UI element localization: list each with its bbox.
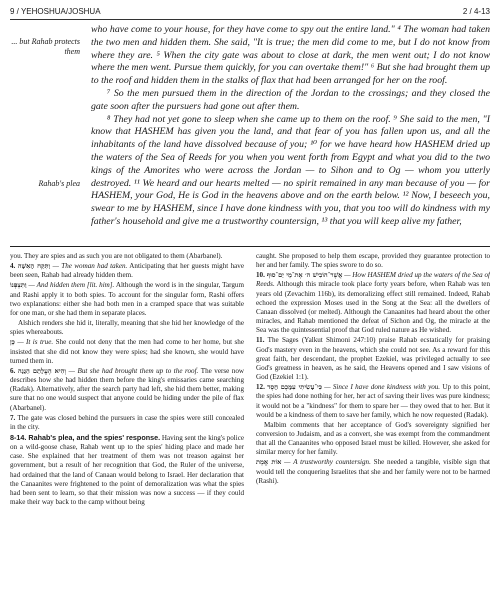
verse-number: 12.	[256, 383, 265, 392]
commentary-text: Although the word is in the singular, Targum and Rashi apply it to both spies. To account for the singular form, Rashi offers two explanations: either she had both men in a cramped space that was suitable for one man, or she had them in separate places.	[10, 281, 244, 317]
commentary-paragraph	[256, 271, 490, 335]
header-rule	[10, 19, 490, 20]
lemma-translation: — And hidden them [lit. him].	[28, 281, 115, 290]
commentary-text: Having sent the king's police on a wild-goose chase, Rahab went up to the spies' hiding place and made her case. She explained that her treatment of them was not treason against her government, but a result of her recognition that God, the Ruler of the universe, had ordained that the land of Canaan would belong to Israel. Her declaration that the Canaanites were frightened to the point of demoralization was what the spies had been sent to learn, so that their mission was now a success — if they could make their way back to the camp without being	[10, 433, 244, 507]
commentary-paragraph	[10, 433, 244, 507]
section-heading: 8-14. Rahab's plea, and the spies' response.	[10, 432, 161, 442]
commentary-paragraph: caught. She proposed to help them escape, provided they guarantee protection to her and her family. The spies swore to do so.	[256, 252, 490, 270]
commentary-paragraph	[256, 421, 490, 458]
commentary-text: She needed a tangible, visible sign that would tell the conquering Israelites that she and her family were not to be harmed (Rashi).	[256, 458, 490, 485]
header-book-title: 9 / YEHOSHUA/JOSHUA	[10, 7, 101, 16]
commentary-paragraph	[256, 458, 490, 485]
commentary-text: The verse now describes how she had hidden them before the king's emissaries came searching (Radak). Alternatively, after the search party had left, she hid them better, making sure that no one would suspect that anyone could be hiding under the pile of flax (Abarbanel).	[10, 366, 244, 412]
lemma-translation: — Since I have done kindness with you.	[324, 383, 441, 392]
commentary-paragraph	[10, 262, 244, 280]
commentary-paragraph: you. They are spies and as such you are not obligated to them (Abarbanel).	[10, 252, 223, 260]
hebrew-lemma: כִּי־עָשִׂיתִי עִמָּכֶם חָסֶד	[267, 383, 322, 392]
commentary-text: The Sages (Yalkut Shimoni 247:10) praise Rahab ecstatically for praising God's mastery even in the heavens, which she could not see. As a reward for this great faith, her descendant, the prophet Ezekiel, was privileged actually to see God's greatness in heaven, as he said, the Heavens opened and I saw visions of God (Ezekiel 1:1).	[256, 336, 490, 382]
margin-note-rahab-protects: ... but Rahab protects them	[11, 37, 80, 56]
verse-number: 4.	[10, 262, 16, 271]
hebrew-lemma: אֲשֶׁר־הוֹבִישׁ ה׳ אֶת־מֵי יַם־סוּף	[266, 271, 343, 280]
commentary-text: The gate was closed behind the pursuers in case the spies were still concealed in the city.	[10, 413, 244, 431]
commentary-paragraph	[10, 281, 244, 318]
lemma-translation: — It is true.	[17, 338, 54, 347]
lemma-translation: — But she had brought them up to the roof.	[68, 366, 199, 375]
hebrew-lemma: וְהִיא הֶעֱלָתַם הַגָּגָה	[17, 366, 67, 375]
commentary-text: Alshich renders she hid it, literally, meaning that she hid her knowledge of the spies whereabouts.	[10, 319, 244, 337]
hebrew-lemma: וַתִּקַּח הָאִשָּׁה	[17, 262, 51, 271]
hebrew-lemma: אוֹת אֱמֶת	[256, 458, 282, 467]
commentary-column-left	[10, 252, 244, 587]
commentary-paragraph	[10, 319, 244, 337]
verse-number: 6.	[10, 366, 16, 375]
header-chapter-range: 2 / 4-13	[462, 7, 490, 16]
verse-number: 7.	[10, 413, 16, 422]
lemma-translation: — The woman had taken.	[52, 262, 128, 271]
commentary-paragraph	[10, 414, 244, 432]
translation-paragraph: ⁷ So the men pursued them in the direction of the Jordan to the crossings; and they closed the gate soon after the pursuers had gone out after them.	[91, 87, 490, 112]
commentary-paragraph	[256, 336, 490, 382]
commentary-column-right	[256, 252, 490, 587]
commentary-text: Although this miracle took place forty years before, when Rahab was ten years old (Zevachim 116b), its demoralizing effect still remained. Indeed, Rahab echoed the expression Moses used in the Song at the Sea: all the dwellers of Canaan dissolved (or melted). Although the Canaanites had heard about the other miracles, and Rahab mentioned the defeat of Sichon and Og, the miracle at the Sea was the quintessential proof that God ruled nature as He wished.	[256, 280, 490, 335]
translation-text	[91, 24, 490, 229]
commentary-paragraph	[256, 383, 490, 420]
translation-paragraph: ⁸ They had not yet gone to sleep when she came up to them on the roof. ⁹ She said to the men, "I know that HASHEM has given you the land, and that fear of you has fallen upon us, and all the inhabitants of the land have dissolved because of you; ¹⁰ for we have heard how HASHEM dried up the waters of the Sea of Reeds for you when you went forth from Egypt and what you did to the two kings of the Amorites who were across the Jordan — to Sihon and to Og — whom you utterly destroyed. ¹¹ We heard and our hearts melted — no spirit remained in any man because of you — for HASHEM, your God, He is God in the heavens above and on the earth below. ¹² Now, I beseech you, swear to me by HASHEM, since I have done kindness with you, that you too will do kindness with my father's household and give me a trustworthy countersign, ¹³ that you will keep alive my father,	[91, 113, 490, 227]
lemma-translation: — How HASHEM dried up the waters of the Sea of Reeds.	[256, 271, 490, 289]
lemma-translation: — A trustworthy countersign.	[284, 458, 371, 467]
hebrew-lemma: כֵּן	[10, 338, 15, 347]
verse-number: 11.	[256, 336, 265, 345]
commentary-text: Anticipating that her guests might have been seen, Rahab had already hidden them.	[10, 262, 244, 280]
margin-note-rahabs-plea: Rahab's plea	[38, 179, 80, 188]
translation-block	[10, 24, 490, 243]
verse-number: 10.	[256, 271, 265, 280]
commentary-separator	[10, 246, 490, 247]
commentary-paragraph	[10, 367, 244, 413]
commentary-text: She could not deny that the men had come to her home, but she insisted that she did not know they were spies; had she known, she would have turned them in.	[10, 338, 244, 365]
commentary-text: Up to this point, the spies had done nothing for her, her act of saving their lives was pure kindness; it would not be a "kindness" for them to spare her — they owed that to her. But it would be a kindness of them to save her family, which he now requested (Radak).	[256, 383, 490, 419]
translation-paragraph: who have come to your house, for they have come to spy out the entire land." ⁴ The woman had taken the two men and hidden them. She said, "It is true; the men did come to me, but I do not know from where they are. ⁵ When the city gate was about to close at dark, the men went out; I do not know where the men went. Pursue them quickly, for you can overtake them!" ⁶ But she had brought them up to the roof and hidden them in the stalks of flax that had been arranged for her on the roof.	[91, 24, 490, 87]
commentary-paragraph	[10, 338, 244, 365]
hebrew-lemma: וַתִּצְפְּנוֹ	[10, 281, 27, 290]
commentary-text: Malbim comments that her acceptance of God's sovereignty signified her conversion to Judaism, and as a convert, she was exempt from the commandment that all the Canaanites who opposed Israel must be killed. However, she asked for similar mercy for her family.	[256, 420, 490, 457]
running-header	[10, 6, 490, 20]
